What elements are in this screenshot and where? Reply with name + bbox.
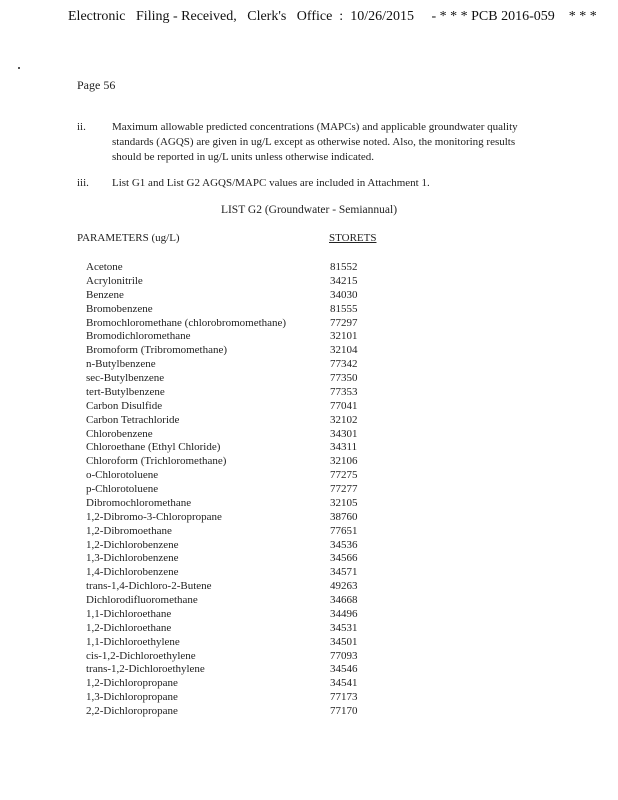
- parameter-name: 1,1-Dichloroethane: [86, 607, 172, 620]
- list-title: LIST G2 (Groundwater - Semiannual): [220, 204, 398, 216]
- table-row: [0, 580, 618, 594]
- parameter-name: 1,2-Dibromoethane: [86, 524, 172, 537]
- parameter-name: 1,3-Dichloropropane: [86, 691, 178, 704]
- storet-code: 77277: [330, 483, 358, 495]
- parameter-name: cis-1,2-Dichloroethylene: [86, 649, 196, 662]
- parameter-name: Bromoform (Tribromomethane): [86, 344, 228, 357]
- storet-code: 81555: [330, 302, 358, 315]
- parameter-name: Chlorobenzene: [86, 427, 153, 440]
- parameter-name: sec-Butylbenzene: [86, 372, 165, 384]
- page-number: Page 56: [77, 78, 116, 92]
- storet-code: 32105: [330, 496, 358, 509]
- storet-code: 34030: [330, 288, 358, 301]
- parameter-name: Carbon Disulfide: [86, 399, 163, 412]
- table-row: [0, 344, 618, 358]
- parameter-name: Dibromochloromethane: [86, 496, 192, 509]
- storet-code: 77041: [330, 399, 358, 412]
- table-row: [0, 330, 618, 344]
- table-row: [0, 650, 618, 664]
- storet-code: 77353: [330, 385, 358, 398]
- parameter-name: 2,2-Dichloropropane: [86, 705, 178, 717]
- parameter-name: Acrylonitrile: [86, 274, 143, 287]
- parameter-name: 1,2-Dichlorobenzene: [86, 538, 179, 551]
- storet-code: 32101: [330, 330, 358, 343]
- table-row: [0, 275, 618, 289]
- table-row: [0, 372, 618, 386]
- table-row: [0, 539, 618, 553]
- parameter-name: Chloroform (Trichloromethane): [86, 455, 227, 468]
- storet-code: 77275: [330, 469, 358, 482]
- storet-code: 34531: [330, 621, 358, 634]
- table-row: [0, 608, 618, 622]
- parameter-name: n-Butylbenzene: [86, 358, 156, 371]
- table-row: [0, 469, 618, 483]
- table-row: [0, 400, 618, 414]
- parameter-name: trans-1,2-Dichloroethylene: [86, 663, 205, 676]
- table-row: [0, 261, 618, 275]
- parameter-name: Bromochloromethane (chlorobromomethane): [86, 316, 287, 329]
- storet-code: 34501: [330, 635, 358, 648]
- storet-code: 34546: [330, 663, 358, 676]
- parameter-name: Bromodichloromethane: [86, 330, 191, 343]
- table-row: [0, 483, 618, 497]
- note-numeral: iii.: [77, 177, 89, 189]
- storet-code: 77297: [330, 316, 358, 329]
- storet-code: 77342: [330, 358, 358, 371]
- parameter-name: Chloroethane (Ethyl Chloride): [86, 441, 221, 454]
- table-row: [0, 691, 618, 705]
- storet-code: 34668: [330, 594, 358, 606]
- parameter-table: [0, 261, 618, 719]
- note-text: List G1 and List G2 AGQS/MAPC values are included in Attachment 1.: [112, 177, 430, 189]
- table-row: [0, 636, 618, 650]
- storet-code: 38760: [330, 510, 358, 523]
- note-text: Maximum allowable predicted concentrations (MAPCs) and applicable groundwater quality standards (AGQS) are given in ug/L except as otherwise noted. Also, the monitoring results should be reported in ug/L units unless otherwise indicated.: [112, 121, 518, 163]
- parameter-name: Carbon Tetrachloride: [86, 413, 180, 426]
- parameter-name: 1,1-Dichloroethylene: [86, 635, 180, 648]
- table-row: [0, 497, 618, 511]
- storet-code: 34496: [330, 607, 358, 620]
- storet-code: 34566: [330, 552, 358, 565]
- storet-code: 77170: [330, 705, 358, 717]
- parameter-name: Benzene: [86, 288, 124, 301]
- scan-speck: [18, 67, 20, 69]
- parameter-name: Acetone: [86, 261, 123, 273]
- note-numeral: ii.: [77, 121, 86, 133]
- table-row: [0, 455, 618, 469]
- table-row: [0, 289, 618, 303]
- table-row: [0, 622, 618, 636]
- storet-code: 77093: [330, 649, 358, 662]
- filing-header: Electronic Filing - Received, Clerk's Office : 10/26/2015 - * * * PCB 2016-059 * * *: [68, 9, 597, 24]
- table-row: [0, 358, 618, 372]
- storet-code: 32102: [330, 413, 358, 426]
- storet-code: 34215: [330, 274, 358, 287]
- parameter-name: 1,2-Dichloroethane: [86, 621, 172, 634]
- column-header-storets: STORETS: [329, 232, 377, 244]
- column-header-parameters: PARAMETERS (ug/L): [77, 232, 180, 244]
- table-row: [0, 414, 618, 428]
- table-row: [0, 566, 618, 580]
- storet-code: 77651: [330, 524, 358, 537]
- table-row: [0, 511, 618, 525]
- storet-code: 77173: [330, 691, 358, 704]
- storet-code: 81552: [330, 261, 358, 273]
- parameter-name: trans-1,4-Dichloro-2-Butene: [86, 580, 212, 593]
- table-row: [0, 441, 618, 455]
- parameter-name: p-Chlorotoluene: [86, 483, 159, 495]
- storet-code: 34301: [330, 427, 358, 440]
- table-row: [0, 386, 618, 400]
- parameter-name: 1,2-Dibromo-3-Chloropropane: [86, 510, 222, 523]
- table-row: [0, 705, 618, 719]
- table-row: [0, 594, 618, 608]
- table-row: [0, 428, 618, 442]
- parameter-name: Dichlorodifluoromethane: [86, 594, 198, 606]
- parameter-name: o-Chlorotoluene: [86, 469, 159, 482]
- storet-code: 32104: [330, 344, 358, 357]
- storet-code: 77350: [330, 372, 358, 384]
- parameter-name: 1,2-Dichloropropane: [86, 677, 178, 690]
- table-row: [0, 317, 618, 331]
- storet-code: 34541: [330, 677, 358, 690]
- table-row: [0, 525, 618, 539]
- parameter-name: Bromobenzene: [86, 302, 153, 315]
- parameter-name: tert-Butylbenzene: [86, 385, 165, 398]
- storet-code: 49263: [330, 580, 358, 593]
- storet-code: 34571: [330, 566, 358, 579]
- table-row: [0, 552, 618, 566]
- table-row: [0, 677, 618, 691]
- parameter-name: 1,4-Dichlorobenzene: [86, 566, 179, 579]
- storet-code: 34311: [330, 441, 358, 454]
- storet-code: 32106: [330, 455, 358, 468]
- table-row: [0, 303, 618, 317]
- storet-code: 34536: [330, 538, 358, 551]
- parameter-name: 1,3-Dichlorobenzene: [86, 552, 179, 565]
- table-row: [0, 663, 618, 677]
